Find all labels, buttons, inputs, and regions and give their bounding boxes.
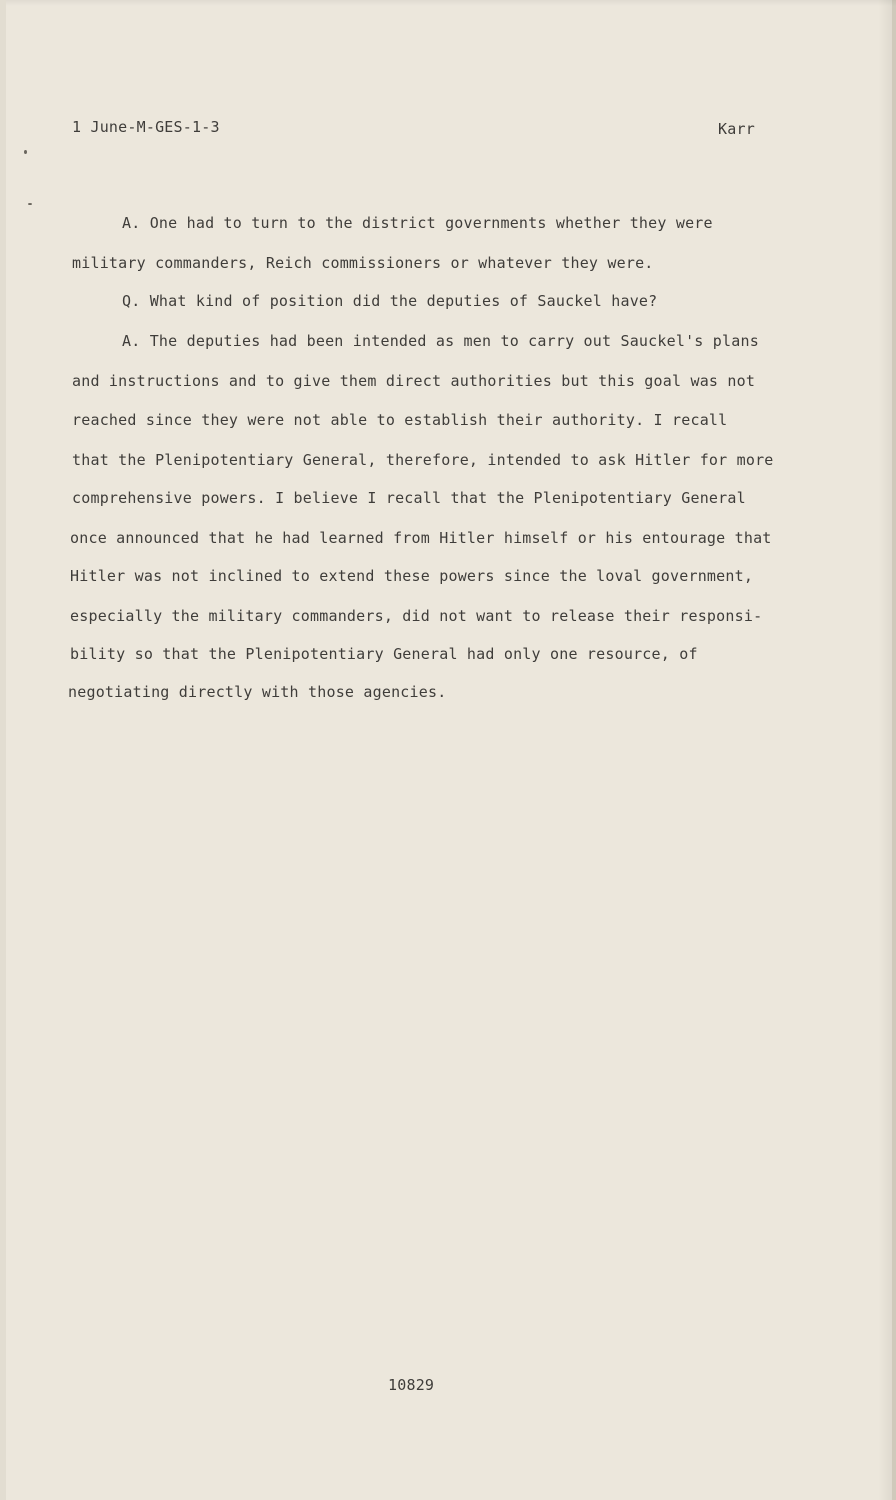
typist-initials: Karr xyxy=(718,120,755,138)
page-edge-shadow xyxy=(878,0,892,1500)
text-line: Hitler was not inclined to extend these powers since the loval government, xyxy=(70,567,754,585)
text-line: A. The deputies had been intended as men to carry out Sauckel's plans xyxy=(122,332,759,350)
text-line: and instructions and to give them direct authorities but this goal was not xyxy=(72,372,756,390)
document-reference: 1 June-M-GES-1-3 xyxy=(72,118,220,136)
text-line: once announced that he had learned from Hitler himself or his entourage that xyxy=(70,529,772,547)
paper-speck xyxy=(28,203,32,205)
text-line: that the Plenipotentiary General, therefore, intended to ask Hitler for more xyxy=(72,451,774,469)
paper-speck xyxy=(24,150,27,154)
text-line: A. One had to turn to the district governments whether they were xyxy=(122,214,713,232)
text-line: reached since they were not able to establish their authority. I recall xyxy=(72,411,728,429)
text-line: military commanders, Reich commissioners or whatever they were. xyxy=(72,254,654,272)
text-line: bility so that the Plenipotentiary General had only one resource, of xyxy=(70,645,698,663)
page-top-shadow xyxy=(6,0,896,6)
page-number: 10829 xyxy=(388,1376,435,1394)
text-line: negotiating directly with those agencies. xyxy=(68,683,447,701)
text-line: Q. What kind of position did the deputies of Sauckel have? xyxy=(122,292,658,310)
text-line: comprehensive powers. I believe I recall that the Plenipotentiary General xyxy=(72,489,746,507)
text-line: especially the military commanders, did not want to release their responsi- xyxy=(70,607,763,625)
